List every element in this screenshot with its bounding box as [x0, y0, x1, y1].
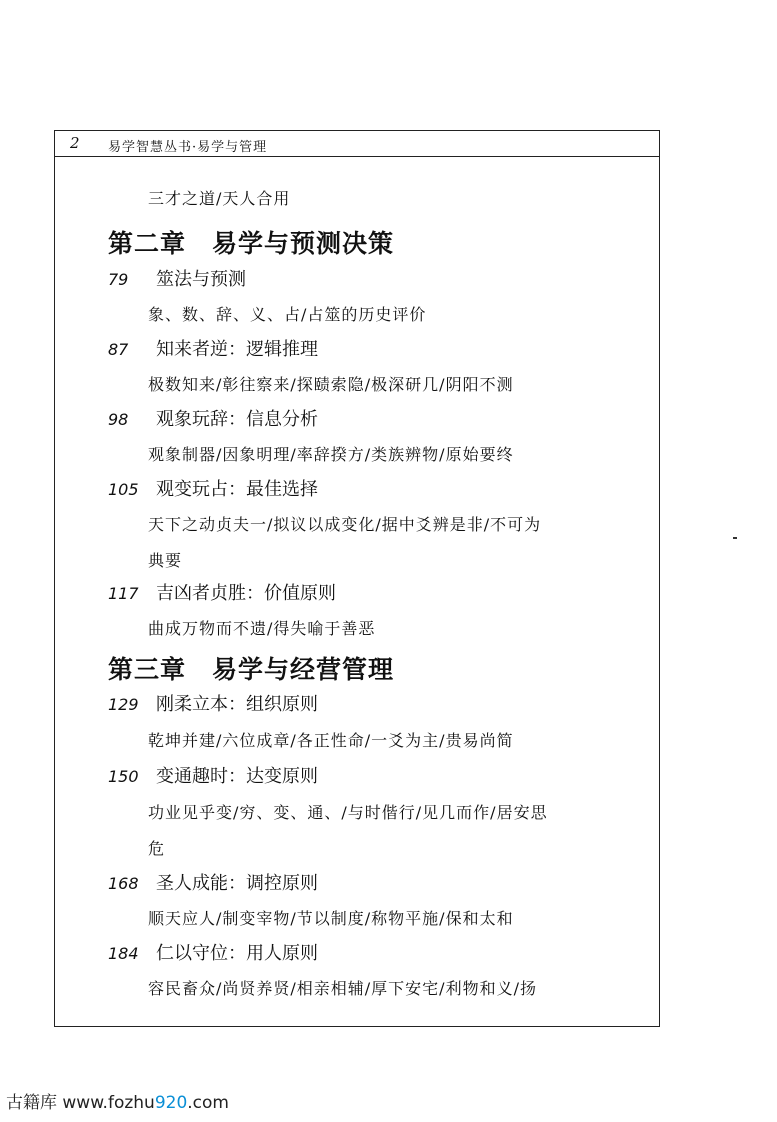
toc-subtopics: 天下之动贞夫一/拟议以成变化/据中爻辨是非/不可为	[148, 515, 542, 534]
toc-subtopics: 乾坤并建/六位成章/各正性命/一爻为主/贵易尚简	[148, 731, 514, 750]
running-head: 易学智慧丛书·易学与管理	[108, 140, 268, 155]
section-title: 吉凶者贞胜：价值原则	[156, 583, 336, 604]
site-watermark[interactable]	[6, 1088, 229, 1113]
section-title: 观变玩占：最佳选择	[156, 479, 318, 500]
scan-speck	[733, 537, 737, 539]
toc-section-entry	[108, 335, 318, 361]
toc-subtopics: 功业见乎变/穷、变、通、/与时偕行/见几而作/居安思	[148, 803, 548, 822]
toc-subtopics: 容民畜众/尚贤养贤/相亲相辅/厚下安宅/利物和义/扬	[148, 979, 537, 998]
toc-section-entry	[108, 475, 318, 501]
section-title: 圣人成能：调控原则	[156, 873, 318, 894]
site-url: www.fozhu920.com	[62, 1093, 229, 1113]
toc-subtopics: 典要	[148, 551, 183, 570]
section-page-number: 168	[108, 874, 139, 893]
section-page-number: 98	[108, 410, 129, 429]
section-page-number: 79	[108, 270, 129, 289]
section-page-number: 184	[108, 944, 139, 963]
toc-subtopics: 顺天应人/制变宰物/节以制度/称物平施/保和太和	[148, 909, 514, 928]
toc-section-entry	[108, 265, 246, 291]
toc-subtopics: 曲成万物而不遗/得失喻于善恶	[148, 619, 376, 638]
section-page-number: 105	[108, 480, 139, 499]
site-name: 古籍库	[6, 1093, 57, 1113]
section-page-number: 150	[108, 767, 139, 786]
toc-subtopics: 三才之道/天人合用	[148, 189, 291, 208]
page-number: 2	[70, 134, 80, 152]
section-page-number: 117	[108, 584, 139, 603]
section-title: 刚柔立本：组织原则	[156, 694, 318, 715]
section-page-number: 87	[108, 340, 129, 359]
toc-subtopics: 观象制器/因象明理/率辞揆方/类族辨物/原始要终	[148, 445, 514, 464]
toc-subtopics: 极数知来/彰往察来/探赜索隐/极深研几/阴阳不测	[148, 375, 514, 394]
chapter-heading: 第二章 易学与预测决策	[108, 229, 395, 258]
chapter-heading: 第三章 易学与经营管理	[108, 655, 395, 684]
toc-subtopics: 危	[148, 839, 166, 858]
section-title: 观象玩辞：信息分析	[156, 409, 318, 430]
toc-section-entry	[108, 579, 336, 605]
toc-section-entry	[108, 869, 318, 895]
section-page-number: 129	[108, 695, 139, 714]
section-title: 仁以守位：用人原则	[156, 943, 318, 964]
section-title: 变通趣时：达变原则	[156, 766, 318, 787]
toc-section-entry	[108, 939, 318, 965]
section-title: 筮法与预测	[156, 269, 246, 290]
toc-section-entry	[108, 762, 318, 788]
toc-section-entry	[108, 405, 318, 431]
section-title: 知来者逆：逻辑推理	[156, 339, 318, 360]
toc-section-entry	[108, 690, 318, 716]
toc-subtopics: 象、数、辞、义、占/占筮的历史评价	[148, 305, 427, 324]
